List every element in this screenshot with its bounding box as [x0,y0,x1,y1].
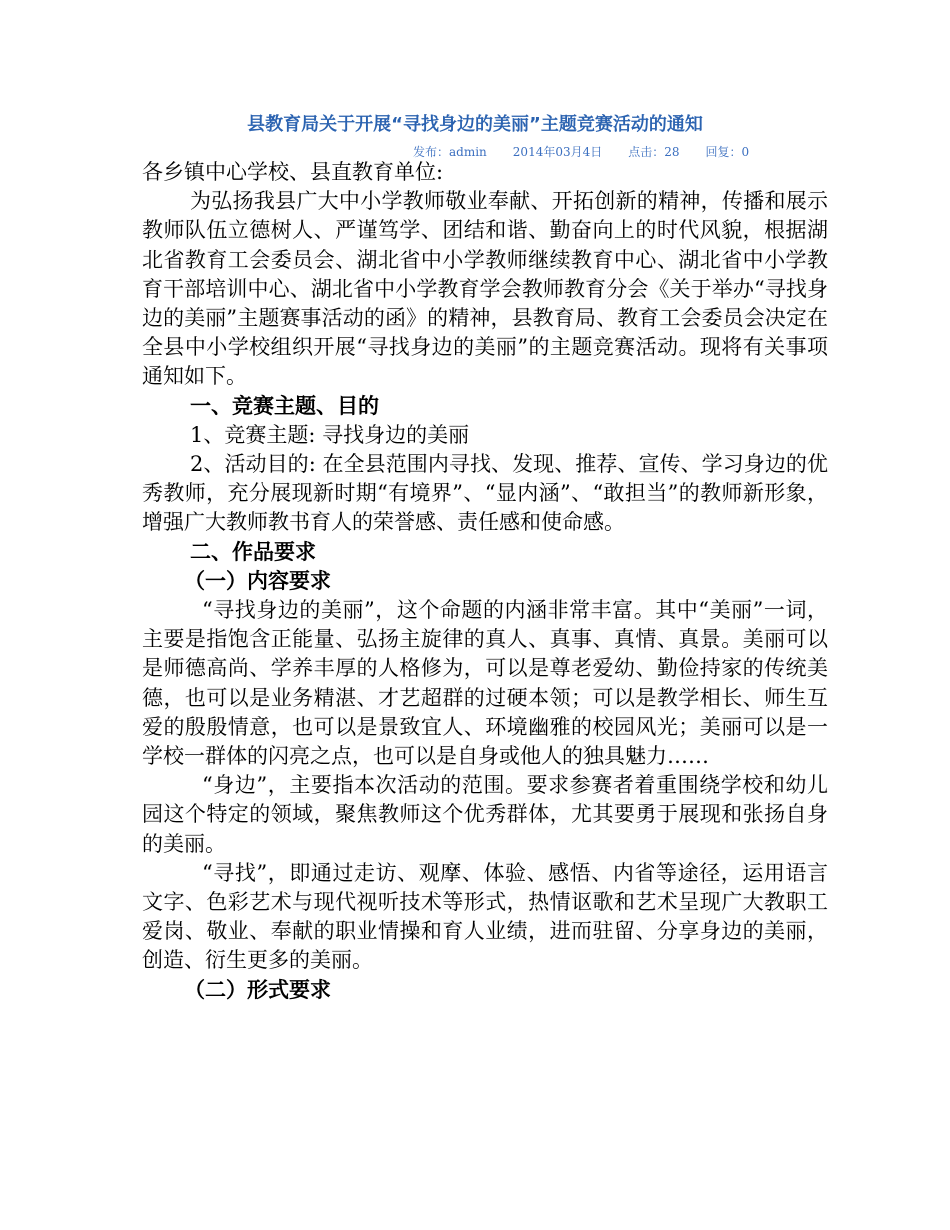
section1-item1: 1、竞赛主题: 寻找身边的美丽 [190,422,470,447]
section1-item2: 2、活动目的: 在全县范围内寻找、发现、推荐、宣传、学习身边的优秀教师，充分展现新时期“有境界”、“显内涵”、“敢担当”的教师新形象，增强广大教师教书育人的荣誉感、责任感和使命感。 [142,452,828,535]
content-paragraph-search: “寻找”，即通过走访、观摩、体验、感悟、内省等途径，运用语言文字、色彩艺术与现代视听技术等形式，热情讴歌和艺术呈现广大教职工爱岗、敬业、奉献的职业情操和育人业绩，进而驻留、分享身边的美丽，创造、衍生更多的美丽。 [142,860,828,973]
salutation: 各乡镇中心学校、县直教育单位: [142,160,444,184]
section2-sub1-heading: （一）内容要求 [184,568,331,593]
meta-date: 2014年03月4日 [512,145,603,159]
content-paragraph-beauty: “寻找身边的美丽”，这个命题的内涵非常丰富。其中“美丽”一词，主要是指饱含正能量、弘扬主旋律的真人、真事、真情、真景。美丽可以是师德高尚、学养丰厚的人格修为，可以是尊老爱幼、勤俭持家的传统美德，也可以是业务精湛、才艺超群的过硬本领；可以是教学相长、师生互爱的殷殷情意，也可以是景致宜人、环境幽雅的校园风光；美丽可以是一学校一群体的闪亮之点，也可以是自身或他人的独具魅力…… [142,598,828,769]
section2-heading: 二、作品要求 [190,539,316,564]
content-paragraph-side: “身边”，主要指本次活动的范围。要求参赛者着重围绕学校和幼儿园这个特定的领域，聚焦教师这个优秀群体，尤其要勇于展现和张扬自身的美丽。 [142,773,828,856]
document-body [142,158,828,1005]
meta-clicks: 点击：28 [628,145,680,159]
section2-sub2-heading: （二）形式要求 [184,977,331,1002]
document-title: 县教育局关于开展“寻找身边的美丽”主题竞赛活动的通知 [247,114,703,135]
meta-publisher: 发布：admin [413,145,487,159]
section1-heading: 一、竞赛主题、目的 [190,393,379,418]
intro-paragraph: 为弘扬我县广大中小学教师敬业奉献、开拓创新的精神，传播和展示教师队伍立德树人、严谨笃学、团结和谐、勤奋向上的时代风貌，根据湖北省教育工会委员会、湖北省中小学教师继续教育中心、湖北省中小学教育干部培训中心、湖北省中小学教育学会教师教育分会《关于举办“寻找身边的美丽”主题赛事活动的函》的精神，县教育局、教育工会委员会决定在全县中小学校组织开展“寻找身边的美丽”的主题竞赛活动。现将有关事项通知如下。 [142,189,828,389]
meta-replies: 回复：0 [705,145,750,159]
